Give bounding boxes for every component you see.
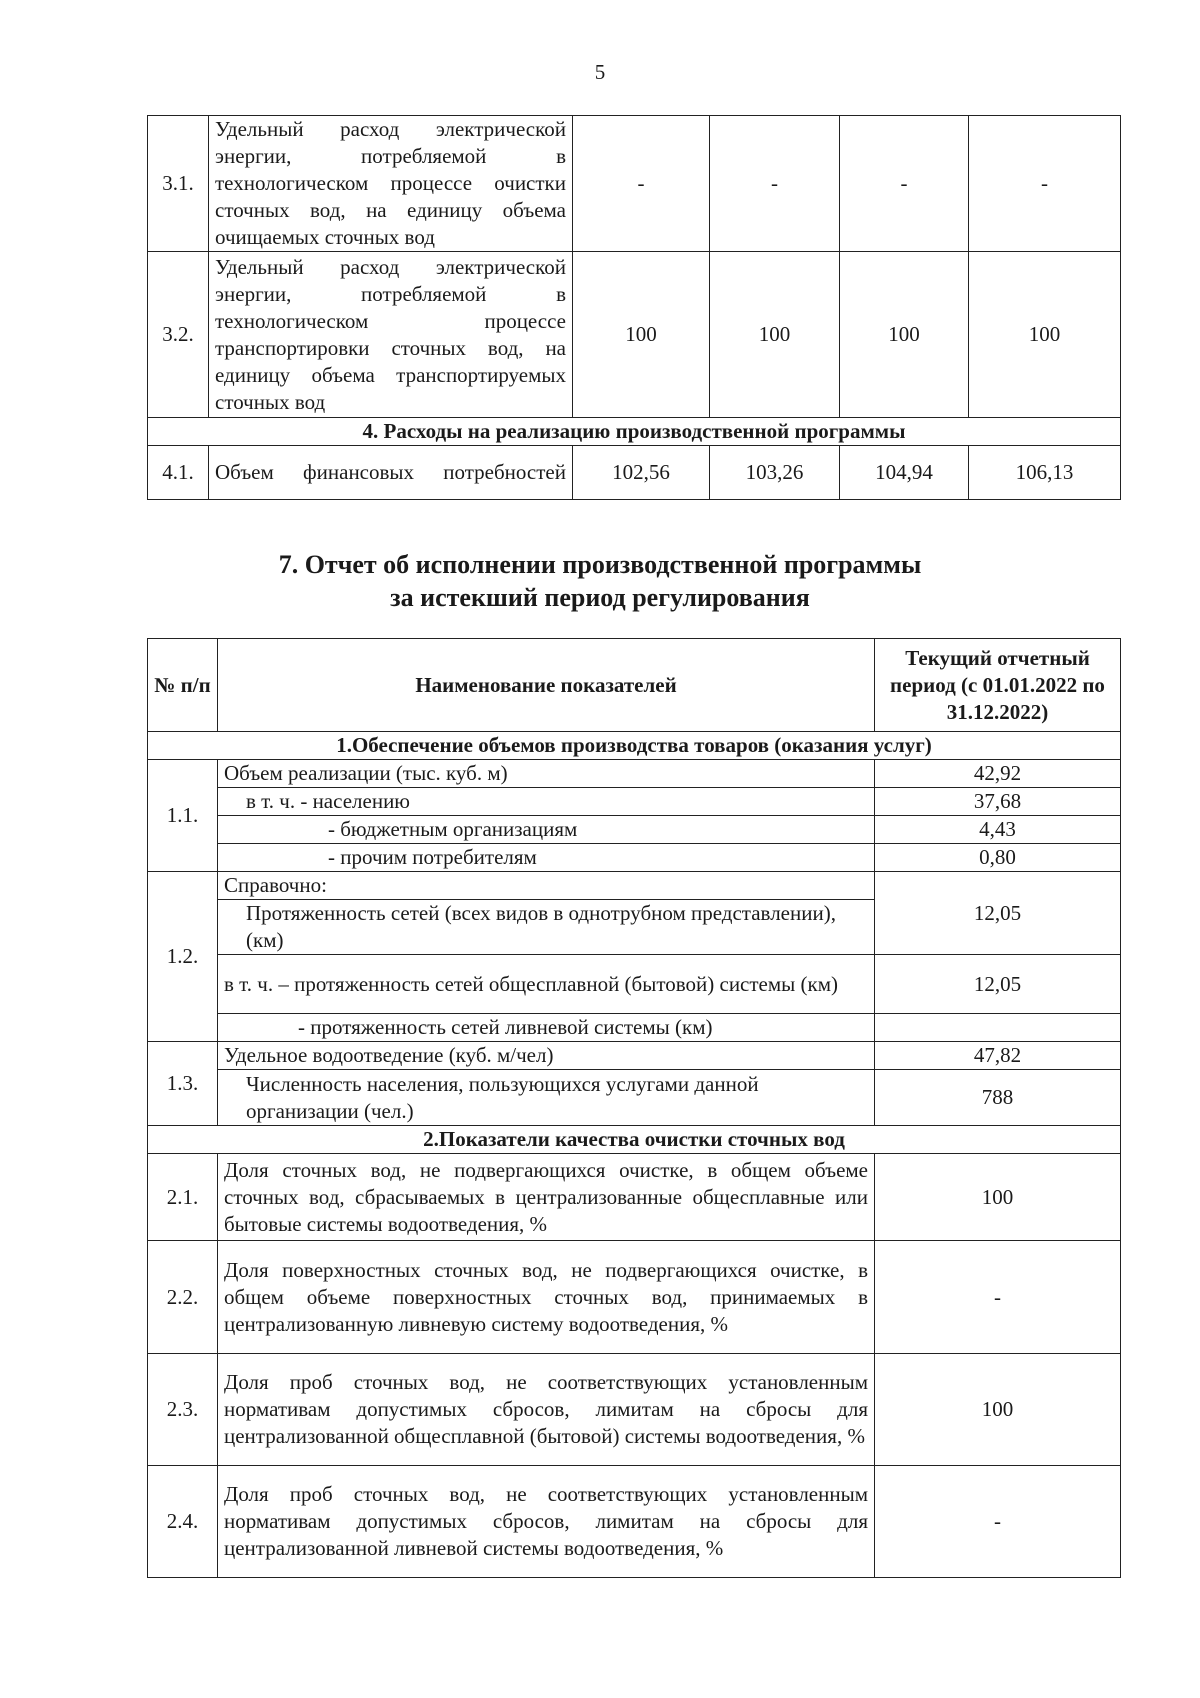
indicator-name: - протяженность сетей ливневой системы (км) [218,1014,875,1042]
section-row [148,732,1121,760]
value-cell: - [875,1466,1121,1578]
section-row [148,418,1121,446]
indicator-name: Объем финансовых потребностей [209,446,573,500]
value-cell: - [573,116,710,252]
indicator-name: в т. ч. - населению [218,788,875,816]
table-row [148,816,1121,844]
indicator-name: Доля проб сточных вод, не соответствующих установленным нормативам допустимых сбросов, лимитам на сбросы для централизованной общесплавной (бытовой) системы водоотведения, % [218,1354,875,1466]
value-cell: 103,26 [710,446,840,500]
heading-line: 7. Отчет об исполнении производственной программы [278,550,922,579]
value-cell: 100 [840,252,969,418]
value-cell: - [875,1241,1121,1354]
table-row [148,1354,1121,1466]
indicator-name: Доля сточных вод, не подвергающихся очистке, в общем объеме сточных вод, сбрасываемых в централизованные общесплавные или бытовые системы водоотведения, % [218,1154,875,1241]
value-cell: 4,43 [875,816,1121,844]
value-cell: 100 [875,1354,1121,1466]
value-cell: 47,82 [875,1042,1121,1070]
table-row [148,1014,1121,1042]
value-cell: 100 [573,252,710,418]
table-row [148,1241,1121,1354]
value-cell: 37,68 [875,788,1121,816]
section-heading [0,548,1200,614]
value-cell: 102,56 [573,446,710,500]
value-cell: 12,05 [875,872,1121,955]
value-cell: - [840,116,969,252]
row-number: 3.2. [148,252,209,418]
indicator-name: Доля проб сточных вод, не соответствующих установленным нормативам допустимых сбросов, лимитам на сбросы для централизованной ливневой системы водоотведения, % [218,1466,875,1578]
table-row [148,760,1121,788]
section-row [148,1126,1121,1154]
table-row [148,872,1121,900]
page-number: 5 [594,60,606,84]
header-name: Наименование показателей [218,639,875,732]
row-number: 1.1. [148,760,218,872]
section-title: 1.Обеспечение объемов производства товаров (оказания услуг) [148,732,1121,760]
row-number: 2.3. [148,1354,218,1466]
row-number: 3.1. [148,116,209,252]
indicator-name: Численность населения, пользующихся услугами данной организации (чел.) [218,1070,875,1126]
section-title: 4. Расходы на реализацию производственной программы [148,418,1121,446]
table-row [148,955,1121,1014]
indicator-name: Справочно: [218,872,875,900]
value-cell: 100 [969,252,1121,418]
table-row [148,1070,1121,1126]
indicator-name: Удельное водоотведение (куб. м/чел) [218,1042,875,1070]
table-row [148,446,1121,500]
table-row [148,788,1121,816]
row-number: 4.1. [148,446,209,500]
value-cell: 100 [875,1154,1121,1241]
value-cell: 12,05 [875,955,1121,1014]
value-cell: - [969,116,1121,252]
indicator-name: Протяженность сетей (всех видов в однотрубном представлении), (км) [218,900,875,955]
value-cell: 42,92 [875,760,1121,788]
row-number: 1.3. [148,1042,218,1126]
value-cell: 106,13 [969,446,1121,500]
table-row [148,844,1121,872]
value-cell: 0,80 [875,844,1121,872]
report-table [147,638,1121,1578]
row-number: 2.2. [148,1241,218,1354]
value-cell: 788 [875,1070,1121,1126]
value-cell [875,1014,1121,1042]
value-cell: 100 [710,252,840,418]
indicator-name: Удельный расход электрической энергии, потребляемой в технологическом процессе транспортировки сточных вод, на единицу объема транспортируемых сточных вод [209,252,573,418]
value-cell: - [710,116,840,252]
header-row [148,639,1121,732]
table-row [148,116,1121,252]
table-row [148,1154,1121,1241]
table-row [148,1466,1121,1578]
header-number: № п/п [148,639,218,732]
indicator-name: Объем реализации (тыс. куб. м) [218,760,875,788]
row-number: 2.4. [148,1466,218,1578]
row-number: 2.1. [148,1154,218,1241]
table-row [148,252,1121,418]
indicator-name: - прочим потребителям [218,844,875,872]
heading-line: за истекший период регулирования [390,583,810,612]
continued-table [147,115,1121,500]
header-period: Текущий отчетный период (с 01.01.2022 по 31.12.2022) [875,639,1121,732]
row-number: 1.2. [148,872,218,1042]
table-row [148,1042,1121,1070]
indicator-name: в т. ч. – протяженность сетей общесплавной (бытовой) системы (км) [218,955,875,1014]
section-title: 2.Показатели качества очистки сточных вод [148,1126,1121,1154]
indicator-name: Доля поверхностных сточных вод, не подвергающихся очистке, в общем объеме поверхностных сточных вод, принимаемых в централизованную ливневую систему водоотведения, % [218,1241,875,1354]
value-cell: 104,94 [840,446,969,500]
indicator-name: - бюджетным организациям [218,816,875,844]
indicator-name: Удельный расход электрической энергии, потребляемой в технологическом процессе очистки сточных вод, на единицу объема очищаемых сточных вод [209,116,573,252]
